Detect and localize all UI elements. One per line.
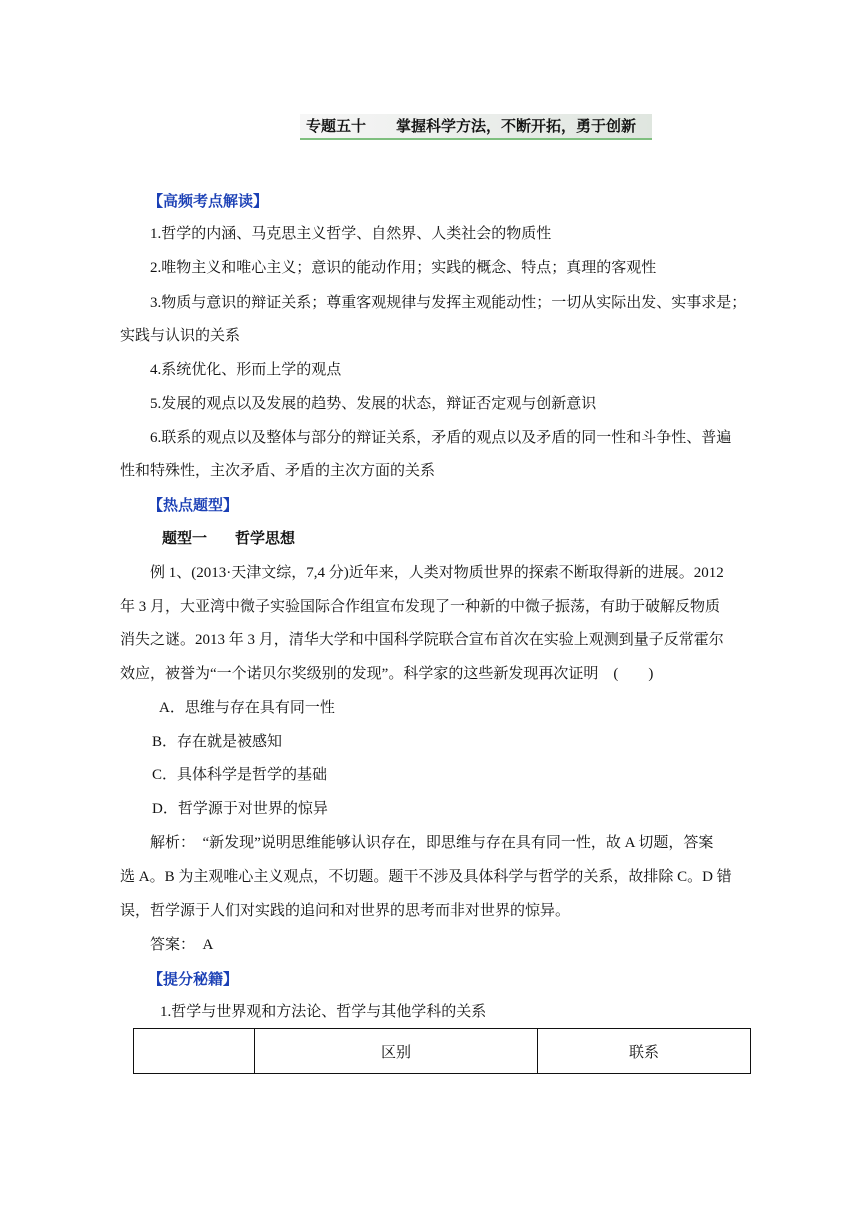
option-d: D．哲学源于对世界的惊异 [152,801,328,817]
point-2: 2.唯物主义和唯心主义；意识的能动作用；实践的概念、特点；真理的客观性 [150,260,657,276]
point-3: 3.物质与意识的辩证关系；尊重客观规律与发挥主观能动性；一切从实际出发、实事求是； [150,295,747,311]
answer: 答案： A [150,937,214,953]
table-header-blank [134,1029,255,1074]
example-line-4: 效应，被誉为“一个诺贝尔奖级别的发现”。科学家的这些新发现再次证明 ( ) [120,666,654,682]
type-label: 题型一 [162,529,208,547]
example-line-3: 消失之谜。2013 年 3 月，清华大学和中国科学院联合宣布首次在实验上观测到量子反常霍尔 [120,632,724,648]
table-header-difference: 区别 [255,1029,538,1074]
point-3-cont: 实践与认识的关系 [120,328,241,344]
example-line-2: 年 3 月，大亚湾中微子实验国际合作组宣布发现了一种新的中微子振荡，有助于破解反物质 [120,599,721,615]
topic-banner [300,114,652,140]
table-header-connection: 联系 [538,1029,751,1074]
relation-table [133,1028,751,1074]
topic-title: 掌握科学方法，不断开拓，勇于创新 [396,117,637,135]
point-1: 1.哲学的内涵、马克思主义哲学、自然界、人类社会的物质性 [150,226,552,242]
section-hot-types: 【热点题型】 [148,496,239,514]
type-heading [162,521,295,555]
analysis-line-1: 解析： “新发现”说明思维能够认识存在，即思维与存在具有同一性，故 A 切题，答案 [150,835,714,851]
type-name: 哲学思想 [235,529,296,547]
option-b: B．存在就是被感知 [152,734,283,750]
point-5: 5.发展的观点以及发展的趋势、发展的状态，辩证否定观与创新意识 [150,396,597,412]
example-line-1: 例 1、(2013·天津文综，7,4 分)近年来，人类对物质世界的探索不断取得新的进展。2012 [150,565,724,581]
point-6-cont: 性和特殊性，主次矛盾、矛盾的主次方面的关系 [120,463,436,479]
section-tips: 【提分秘籍】 [148,970,239,988]
topic-number: 专题五十 [306,117,367,135]
analysis-line-2: 选 A。B 为主观唯心主义观点，不切题。题干不涉及具体科学与哲学的关系，故排除 C。D 错 [120,869,732,885]
tip-1: 1.哲学与世界观和方法论、哲学与其他学科的关系 [160,1004,487,1020]
section-hot-points: 【高频考点解读】 [148,192,269,210]
option-c: C．具体科学是哲学的基础 [152,767,328,783]
table-header-row [134,1029,751,1074]
point-4: 4.系统优化、形而上学的观点 [150,362,342,378]
option-a: A．思维与存在具有同一性 [159,700,335,716]
point-6: 6.联系的观点以及整体与部分的辩证关系，矛盾的观点以及矛盾的同一性和斗争性、普遍 [150,430,732,446]
analysis-line-3: 误，哲学源于人们对实践的追问和对世界的思考而非对世界的惊异。 [120,903,571,919]
